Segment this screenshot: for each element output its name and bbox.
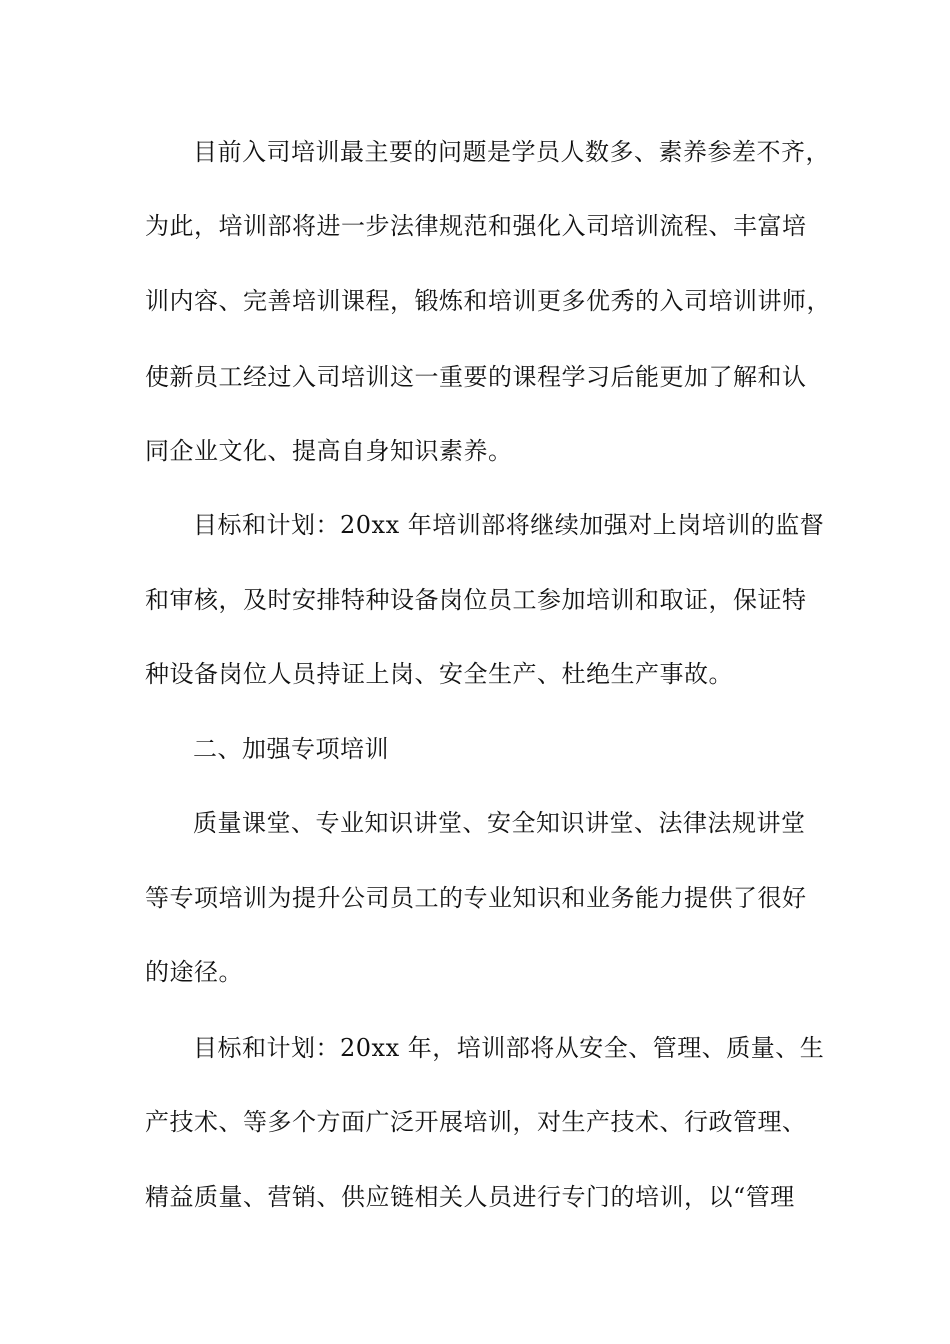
text-line: 精益质量、营销、供应链相关人员进行专门的培训，以“管理 <box>145 1183 795 1211</box>
text-line: 质量课堂、专业知识讲堂、安全知识讲堂、法律法规讲堂 <box>193 809 806 837</box>
text-line: 同企业文化、提高自身知识素养。 <box>145 437 513 465</box>
text-line: 产技术、等多个方面广泛开展培训，对生产技术、行政管理、 <box>145 1108 807 1136</box>
text-line: 等专项培训为提升公司员工的专业知识和业务能力提供了很好 <box>145 884 807 912</box>
section-heading: 二、加强专项培训 <box>193 735 389 763</box>
text-line: 的途径。 <box>145 958 243 986</box>
text-line: 目前入司培训最主要的问题是学员人数多、素养参差不齐， <box>193 138 830 166</box>
text-line: 目标和计划：20xx 年培训部将继续加强对上岗培训的监督 <box>193 511 825 539</box>
text-line: 和审核，及时安排特种设备岗位员工参加培训和取证，保证特 <box>145 586 807 614</box>
text-line: 使新员工经过入司培训这一重要的课程学习后能更加了解和认 <box>145 363 807 391</box>
text-line: 种设备岗位人员持证上岗、安全生产、杜绝生产事故。 <box>145 660 733 688</box>
text-line: 训内容、完善培训课程，锻炼和培训更多优秀的入司培训讲师， <box>145 287 831 315</box>
text-line: 为此，培训部将进一步法律规范和强化入司培训流程、丰富培 <box>145 212 807 240</box>
text-line: 目标和计划：20xx 年，培训部将从安全、管理、质量、生 <box>193 1034 825 1062</box>
